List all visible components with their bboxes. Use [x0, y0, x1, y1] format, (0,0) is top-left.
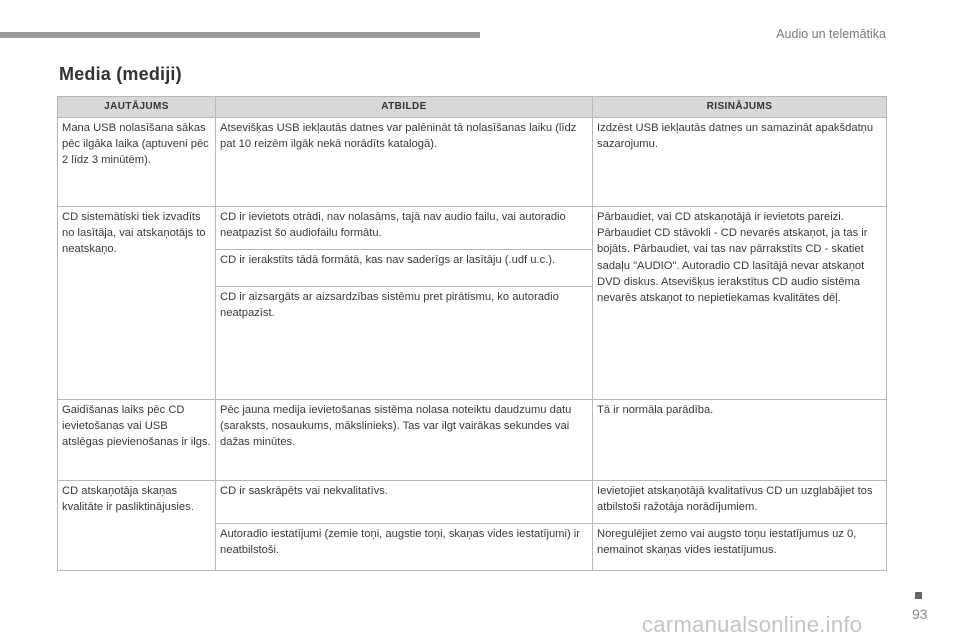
- question-cell: CD atskaņotāja skaņas kvalitāte ir pasliktinājusies.: [58, 481, 216, 571]
- column-header-solution: RISINĀJUMS: [593, 97, 887, 118]
- answer-cell: Pēc jauna medija ievietošanas sistēma nolasa noteiktu daudzumu datu (saraksts, nosaukums, mākslinieks). Tas var ilgt vairākas sekundes vai dažas minūtes.: [216, 400, 593, 481]
- solution-cell: Noregulējiet zemo vai augsto toņu iestatījumus uz 0, nemainot skaņas vides iestatījumus.: [593, 524, 887, 571]
- table-header-row: [58, 97, 887, 118]
- solution-cell: Ievietojiet atskaņotājā kvalitatīvus CD un uzglabājiet tos atbilstoši ražotāja norādījumiem.: [593, 481, 887, 524]
- end-marker: [915, 592, 922, 599]
- question-cell: Gaidīšanas laiks pēc CD ievietošanas vai USB atslēgas pievienošanas ir ilgs.: [58, 400, 216, 481]
- table-row: [58, 481, 887, 524]
- answer-cell: CD ir ierakstīts tādā formātā, kas nav saderīgs ar lasītāju (.udf u.c.).: [216, 250, 593, 287]
- question-cell: CD sistemātiski tiek izvadīts no lasītāja, vai atskaņotājs to neatskaņo.: [58, 207, 216, 400]
- column-header-question: JAUTĀJUMS: [58, 97, 216, 118]
- solution-cell: Pārbaudiet, vai CD atskaņotājā ir ievietots pareizi. Pārbaudiet CD stāvokli - CD nevarēs atskaņot, ja tas ir bojāts. Pārbaudiet, vai tas nav pārrakstīts CD - skatiet sadaļu "AUDIO". Autoradio CD lasītājā nevar atskaņot DVD diskus. Atsevišķus ierakstītus CD audio sistēma nevarēs atskaņot to nepietiekamas kvalitātes dēļ.: [593, 207, 887, 400]
- answer-cell: CD ir aizsargāts ar aizsardzības sistēmu pret pirātismu, ko autoradio neatpazīst.: [216, 287, 593, 400]
- page-title: Media (mediji): [59, 64, 182, 84]
- table-row: [58, 207, 887, 250]
- answer-cell: Autoradio iestatījumi (zemie toņi, augstie toņi, skaņas vides iestatījumi) ir neatbilstoši.: [216, 524, 593, 571]
- answer-cell: CD ir saskrāpēts vai nekvalitatīvs.: [216, 481, 593, 524]
- answer-cell: Atsevišķas USB iekļautās datnes var palēnināt tā nolasīšanas laiku (līdz pat 10 reizēm ilgāk nekā norādīts katalogā).: [216, 118, 593, 207]
- column-header-answer: ATBILDE: [216, 97, 593, 118]
- answer-cell: CD ir ievietots otrādi, nav nolasāms, tajā nav audio failu, vai autoradio neatpazīst šo audiofailu formātu.: [216, 207, 593, 250]
- watermark: carmanualsonline.info: [642, 612, 863, 637]
- table-row: [58, 118, 887, 207]
- page-number: 93: [912, 606, 928, 622]
- table-row: [58, 400, 887, 481]
- question-cell: Mana USB nolasīšana sākas pēc ilgāka laika (aptuveni pēc 2 līdz 3 minūtēm).: [58, 118, 216, 207]
- faq-table: [57, 96, 887, 571]
- solution-cell: Izdzēst USB iekļautās datnes un samazināt apakšdatņu sazarojumu.: [593, 118, 887, 207]
- solution-cell: Tā ir normāla parādība.: [593, 400, 887, 481]
- top-rule: [0, 32, 480, 38]
- section-header: Audio un telemātika: [776, 27, 886, 41]
